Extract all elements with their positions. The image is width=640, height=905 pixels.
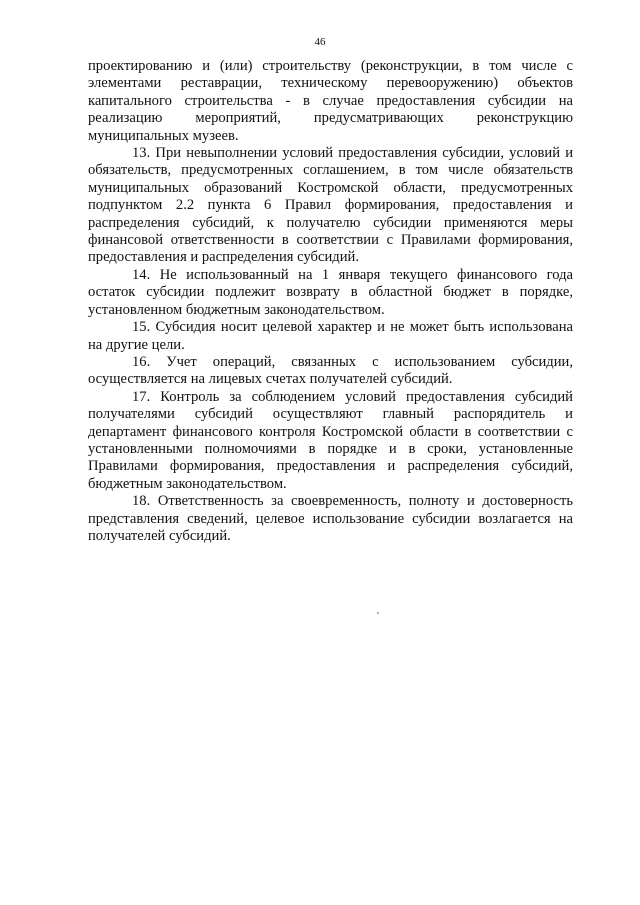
scan-artifact <box>377 612 379 614</box>
paragraph-17: 17. Контроль за соблюдением условий предоставления субсидий получателями субсидий осуществляют главный распорядитель и департамент финансового контроля Костромской области в соответствии с установленными полномочиями в порядке и в сроки, установленные Правилами формирования, предоставления и распределения субсидий, бюджетным законодательством. <box>88 388 573 492</box>
paragraph-13: 13. При невыполнении условий предоставления субсидии, условий и обязательств, предусмотренных соглашением, в том числе обязательств муниципальных образований Костромской области, предусмотренных подпунктом 2.2 пункта 6 Правил формирования, предоставления и распределения субсидий, к получателю субсидии применяются меры финансовой ответственности в соответствии с Правилами формирования, предоставления и распределения субсидий. <box>88 145 573 266</box>
document-body <box>88 58 573 545</box>
page-number: 46 <box>314 36 326 48</box>
paragraph-continuation: проектированию и (или) строительству (реконструкции, в том числе с элементами реставрации, техническому перевооружению) объектов капитального строительства - в случае предоставления субсидии на реализацию мероприятий, предусматривающих реконструкцию муниципальных музеев. <box>88 58 573 144</box>
paragraph-15: 15. Субсидия носит целевой характер и не может быть использована на другие цели. <box>88 319 573 353</box>
paragraph-16: 16. Учет операций, связанных с использованием субсидии, осуществляется на лицевых счетах получателей субсидий. <box>88 353 573 388</box>
paragraph-18: 18. Ответственность за своевременность, полноту и достоверность представления сведений, целевое использование субсидии возлагается на получателей субсидий. <box>88 493 573 544</box>
paragraph-14: 14. Не использованный на 1 января текущего финансового года остаток субсидии подлежит возврату в областной бюджет в порядке, установленном бюджетным законодательством. <box>88 266 573 318</box>
